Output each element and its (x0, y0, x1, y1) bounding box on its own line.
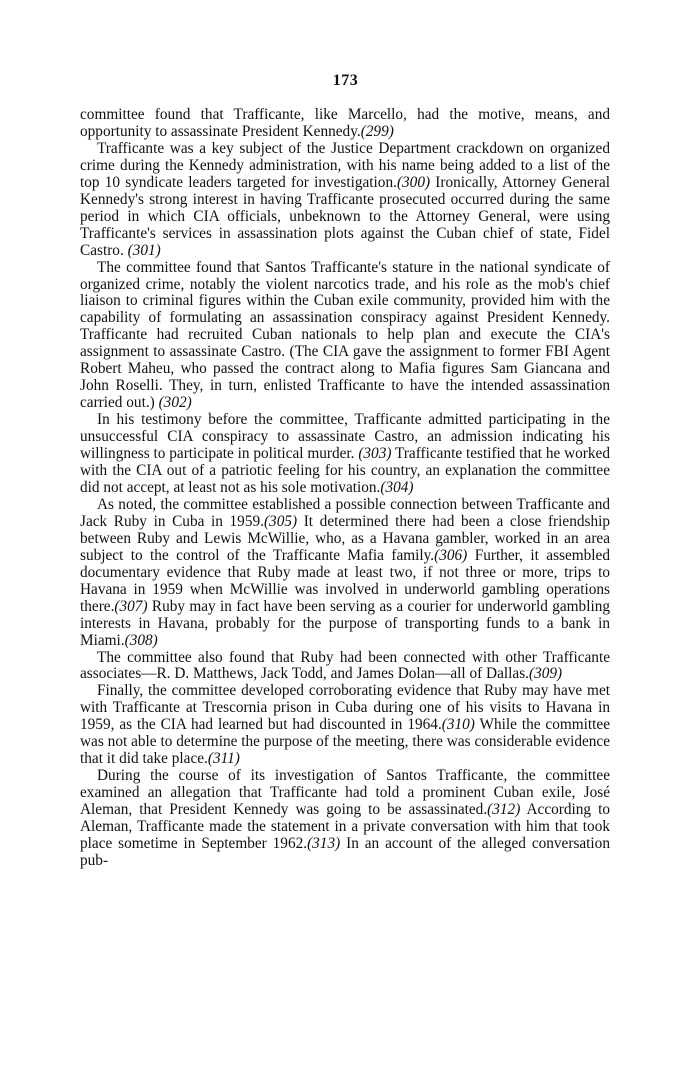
paragraph (80, 141, 610, 260)
footnote-reference: (306) (434, 546, 468, 564)
paragraph (80, 650, 610, 684)
paragraph-text: As noted, the committee established a possible connection between Trafficante and Jack Ruby in Cuba in 1959. (80, 495, 610, 530)
paragraph (80, 683, 610, 768)
footnote-reference: (300) (396, 173, 431, 191)
footnote-reference: (301) (127, 241, 161, 259)
paragraph (80, 412, 610, 497)
footnote-reference: (309) (528, 665, 563, 683)
paragraph (80, 260, 610, 413)
paragraph-text: It determined there had been a close friendship between Ruby and Lewis McWillie, who, as a Havana gambler, worked in an area subject to the control of the Trafficante Mafia family. (80, 512, 610, 564)
footnote-reference: (308) (124, 631, 158, 649)
paragraph-text: Ruby may in fact have been serving as a courier for underworld gambling interests in Havana, probably for the purpose of transporting funds to a bank in Miami. (80, 597, 610, 649)
footnote-reference: (311) (207, 750, 240, 768)
paragraph (80, 497, 610, 650)
paragraph-text: In an account of the alleged conversation pub- (80, 834, 610, 869)
footnote-reference: (299) (360, 122, 394, 140)
paragraph-text: During the course of its investigation of Santos Trafficante, the committee examined an allegation that Trafficante had told a prominent Cuban exile, José Aleman, that President Kennedy was going to be assassinated. (80, 767, 610, 819)
paragraph-text: The committee found that Santos Trafficante's stature in the national syndicate of organized crime, notably the violent narcotics trade, and his role as the mob's chief liaison to criminal figures within the Cuban exile community, provided him with the capability of formulating an assassination conspiracy against President Kennedy. Trafficante had recruited Cuban nationals to help plan and execute the CIA's assignment to assassinate Castro. (The CIA gave the assignment to former FBI Agent Robert Maheu, who passed the contract along to Mafia figures Sam Giancana and John Roselli. They, in turn, enlisted Trafficante to have the intended assassination carried out.) (80, 258, 610, 412)
body-text (80, 107, 610, 870)
paragraph-text: Finally, the committee developed corroborating evidence that Ruby may have met with Trafficante at Trescornia prison in Cuba during one of his visits to Havana in 1959, as the CIA had learned but had discounted in 1964. (80, 682, 610, 734)
footnote-reference: (310) (441, 716, 475, 734)
paragraph-text: Further, it assembled documentary evidence that Ruby made at least two, if not three or more, trips to Havana in 1959 when McWillie was involved in underworld gambling operations there. (80, 546, 610, 615)
paragraph-text: Ironically, Attorney General Kennedy's strong interest in having Trafficante prosecuted occurred during the same period in which CIA officials, unbeknown to the Attorney General, were using Trafficante's services in assassination plots against the Cuban chief of state, Fidel Castro. (80, 173, 610, 259)
paragraph-text: Trafficante testified that he worked with the CIA out of a patriotic feeling for his country, an explanation the committee did not accept, at least not as his sole motivation. (80, 445, 610, 496)
footnote-reference: (304) (380, 478, 414, 496)
footnote-reference: (312) (487, 801, 521, 819)
paragraph-text: The committee also found that Ruby had been connected with other Trafficante associates—R. D. Matthews, Jack Todd, and James Dolan—all of Dallas. (80, 648, 610, 683)
paragraph (80, 107, 610, 141)
paragraph-text: Trafficante was a key subject of the Justice Department crackdown on organized crime during the Kennedy administration, with his name being added to a list of the top 10 syndicate leaders targeted for investigation. (80, 139, 610, 191)
paragraph (80, 768, 610, 870)
footnote-reference: (302) (158, 394, 192, 412)
footnote-reference: (313) (307, 834, 341, 852)
footnote-reference: (307) (114, 597, 148, 615)
footnote-reference: (303) (358, 445, 392, 463)
paragraph-text: According to Aleman, Trafficante made the statement in a private conversation with him that took place sometime in September 1962. (80, 801, 610, 852)
paragraph-text: committee found that Trafficante, like Marcello, had the motive, means, and opportunity to assassinate President Kennedy. (80, 106, 610, 140)
footnote-reference: (305) (263, 512, 298, 530)
paragraph-text: In his testimony before the committee, Trafficante admitted participating in the unsuccessful CIA conspiracy to assassinate Castro, an admission indicating his willingness to participate in political murder. (80, 411, 610, 463)
paragraph-text: While the committee was not able to determine the purpose of the meeting, there was considerable evidence that it did take place. (80, 716, 610, 768)
page-number: 173 (332, 72, 359, 89)
